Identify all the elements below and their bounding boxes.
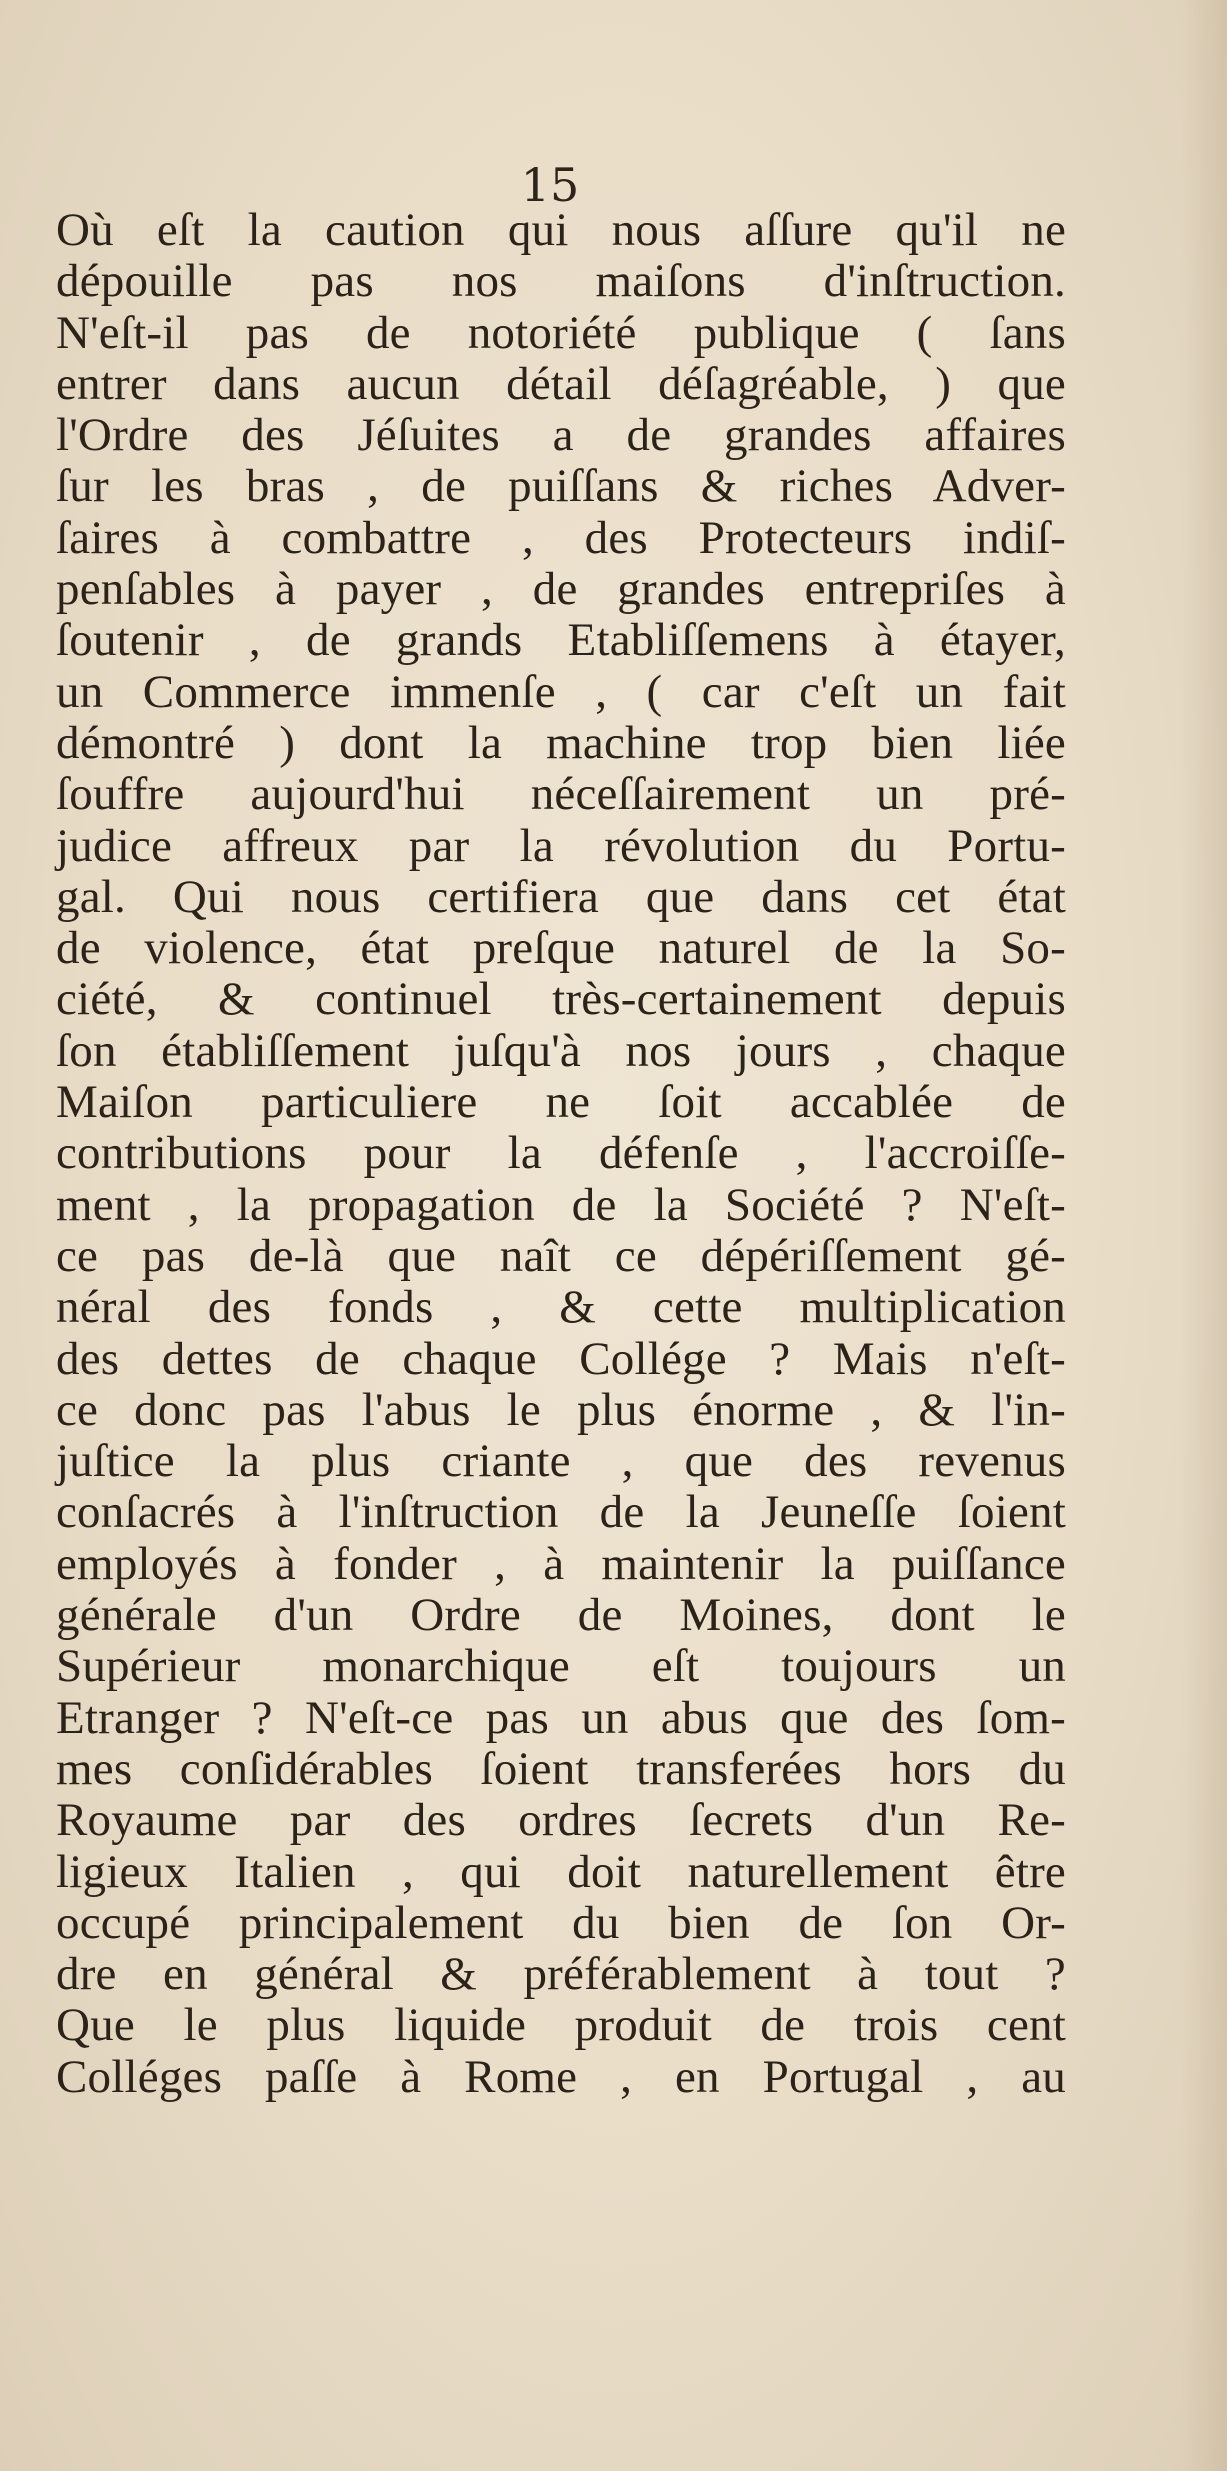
text-line: générale d'un Ordre de Moines, dont le xyxy=(56,1589,1066,1642)
page-number: 15 xyxy=(520,158,580,212)
text-line: Royaume par des ordres ſecrets d'un Re- xyxy=(56,1794,1066,1847)
text-line: ſaires à combattre , des Protecteurs indiſ- xyxy=(56,511,1066,564)
text-line: un Commerce immenſe , ( car c'eſt un fait xyxy=(56,665,1066,718)
text-line: gal. Qui nous certifiera que dans cet état xyxy=(56,870,1066,923)
text-line: dépouille pas nos maiſons d'inſtruction. xyxy=(56,255,1066,308)
text-line: l'Ordre des Jéſuites a de grandes affaires xyxy=(56,409,1066,462)
text-line: Colléges paſſe à Rome , en Portugal , au xyxy=(56,2050,1066,2103)
text-line: ſoutenir , de grands Etabliſſemens à étayer, xyxy=(56,614,1066,667)
text-line: Maiſon particuliere ne ſoit accablée de xyxy=(56,1076,1066,1129)
text-line: juſtice la plus criante , que des revenus xyxy=(56,1435,1066,1488)
text-line: entrer dans aucun détail déſagréable, ) que xyxy=(56,357,1066,410)
page-edge-shadow xyxy=(1181,0,1227,2471)
text-line: démontré ) dont la machine trop bien liée xyxy=(56,716,1066,769)
text-line: de violence, état preſque naturel de la So- xyxy=(56,922,1066,975)
body-text xyxy=(56,205,1066,2103)
text-line: conſacrés à l'inſtruction de la Jeuneſſe ſoient xyxy=(56,1486,1066,1539)
text-line: ſur les bras , de puiſſans & riches Adver- xyxy=(56,460,1066,513)
text-line: Etranger ? N'eſt-ce pas un abus que des ſom- xyxy=(56,1691,1066,1744)
text-line: contributions pour la défenſe , l'accroiſſe- xyxy=(56,1127,1066,1180)
text-line: ſouffre aujourd'hui néceſſairement un pré- xyxy=(56,768,1066,821)
text-line: Où eſt la caution qui nous aſſure qu'il ne xyxy=(56,204,1066,256)
text-line: Que le plus liquide produit de trois cent xyxy=(56,1999,1066,2052)
text-line: Supérieur monarchique eſt toujours un xyxy=(56,1640,1066,1693)
text-line: ciété, & continuel très-certainement depuis xyxy=(56,973,1066,1026)
text-line: néral des fonds , & cette multiplication xyxy=(56,1281,1066,1334)
text-line: ment , la propagation de la Société ? N'eſt- xyxy=(56,1178,1066,1231)
text-line: ligieux Italien , qui doit naturellement être xyxy=(56,1845,1066,1898)
text-line: ce donc pas l'abus le plus énorme , & l'in- xyxy=(56,1383,1066,1436)
text-line: occupé principalement du bien de ſon Or- xyxy=(56,1896,1066,1949)
text-line: N'eſt-il pas de notoriété publique ( ſans xyxy=(56,306,1066,359)
text-line: ce pas de-là que naît ce dépériſſement gé- xyxy=(56,1229,1066,1282)
text-line: ſon établiſſement juſqu'à nos jours , chaque xyxy=(56,1024,1066,1077)
text-line: dre en général & préférablement à tout ? xyxy=(56,1948,1066,2001)
text-line: des dettes de chaque Collége ? Mais n'eſt- xyxy=(56,1332,1066,1385)
text-line: penſables à payer , de grandes entrepriſes à xyxy=(56,563,1066,616)
text-line: mes conſidérables ſoient transferées hors du xyxy=(56,1742,1066,1795)
text-line: employés à fonder , à maintenir la puiſſance xyxy=(56,1537,1066,1590)
text-line: judice affreux par la révolution du Portu- xyxy=(56,819,1066,872)
